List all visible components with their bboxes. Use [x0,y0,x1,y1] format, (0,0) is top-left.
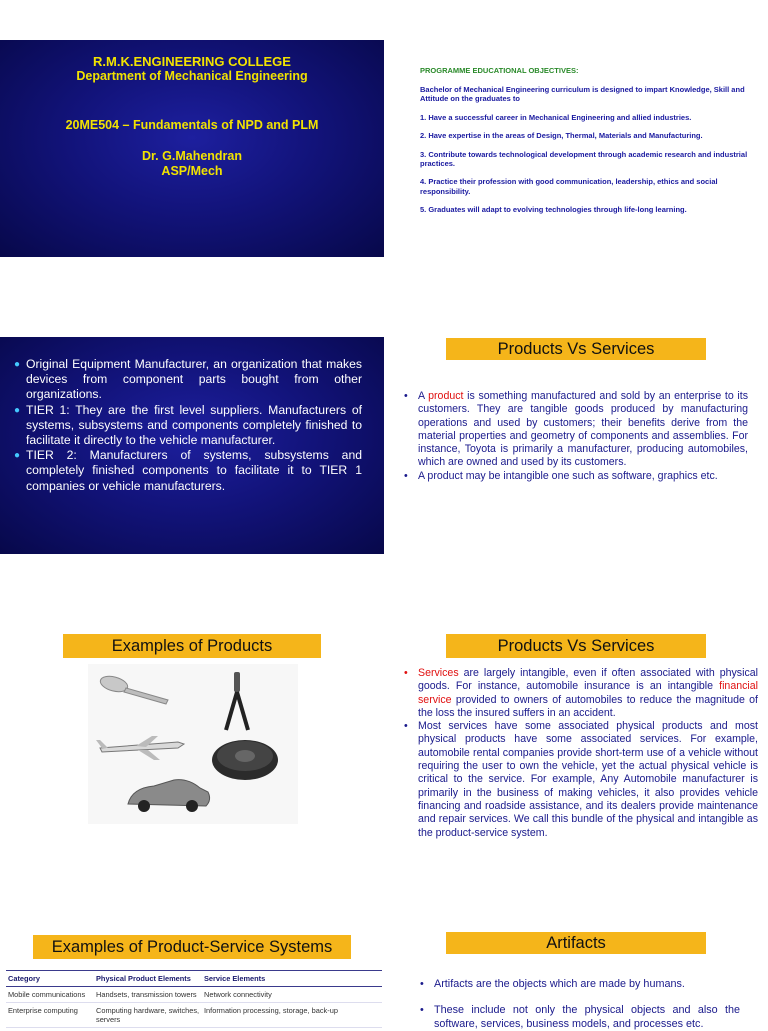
peo-slide [420,66,760,223]
pvs1-body [404,390,748,483]
pss-title: Examples of Product-Service Systems [33,935,351,959]
pvs1-title: Products Vs Services [446,338,706,360]
pvs2-title: Products Vs Services [446,634,706,658]
bullet-icon: ● [14,450,21,462]
peo-item: 2. Have expertise in the areas of Design, Thermal, Materials and Manufacturing. [420,131,703,141]
artifacts-body [420,978,740,1031]
tier-bullet: ● TIER 2: Manufacturers of systems, subsystems and completely finished components to facilitate it to TIER 1 companies or vehicle manufacturers. [14,448,362,493]
peo-item: 5. Graduates will adapt to evolving technologies through life-long learning. [420,205,687,214]
table-row: Mobile communications Handsets, transmission towers Network connectivity [6,987,382,1003]
title-slide [0,40,384,257]
peo-item: 4. Practice their profession with good communication, leadership, ethics and social responsibility. [420,177,718,196]
bullet-icon: ● [14,404,21,416]
spoon-icon [99,674,168,704]
author-designation: ASP/Mech [161,164,223,178]
artifacts-title: Artifacts [446,932,706,954]
product-images [88,664,298,824]
peo-heading: PROGRAMME EDUCATIONAL OBJECTIVES: [420,66,579,75]
pss-table [6,970,382,1028]
artifacts-bullet: • Artifacts are the objects which are made by humans. [420,978,685,990]
car-icon [128,780,210,812]
table-header: Category Physical Product Elements Service Elements [6,970,382,987]
pvs1-bullet: • A product may be intangible one such as software, graphics etc. [404,469,718,482]
peo-intro: Bachelor of Mechanical Engineering curriculum is designed to impart Knowledge, Skill and Attitude on the graduates to [420,85,745,104]
tier-slide [0,337,384,554]
pvs2-bullet: • Most services have some associated physical products and most physical products have some associated services. For example, automobile rental companies provide short-term use of a vehicle without requiring the user to own the vehicle, yet the actual physical vehicle is critical to the service. For example, Any Automobile manufacturer is primarily in the business of making vehicles, it also provides vehicle financing and roadside assistance, and its dealers provide maintenance and repair services. We call this bundle of the physical and intangible as the product-service system. [404,720,758,839]
course-title: 20ME504 – Fundamentals of NPD and PLM [65,118,319,132]
pvs2-bullet: • Services are largely intangible, even if often associated with physical goods. For instance, automobile insurance is an intangible financial service provided to owners of automobiles to reduce the magnitude of the loss the insured suffers in an accident. [404,667,758,719]
peo-item: 1. Have a successful career in Mechanical Engineering and allied industries. [420,112,692,122]
college-name: R.M.K.ENGINEERING COLLEGE [93,54,291,69]
table-row: Enterprise computing Computing hardware, switches, servers Information processing, storage, back-up [6,1003,382,1028]
peo-item: 3. Contribute towards technological development through academic research and industrial practices. [420,149,748,168]
bullet-icon: ● [14,359,21,370]
tier-bullet: ● TIER 1: They are the first level suppliers. Manufacturers of systems, subsystems and components completely finished to facilitate it directly to the vehicle manufacturer. [14,402,362,448]
examples-products-title: Examples of Products [63,634,321,658]
author-name: Dr. G.Mahendran [141,149,243,163]
department-name: Department of Mechanical Engineering [76,69,308,83]
airplane-icon [96,736,184,760]
electric-toothbrush-icon [226,672,248,730]
artifacts-bullet: • These include not only the physical objects and also the software, services, business models, and processes etc. [420,1004,740,1030]
tier-bullet: ● Original Equipment Manufacturer, an organization that makes devices from component parts bought from other organizations. [14,357,362,402]
robot-vacuum-icon [212,740,278,780]
pvs1-bullet: • A product is something manufactured and sold by an enterprise to its customers. They are tangible goods produced by manufacturing operations and used by customers; their benefits derive from the material properties and geometry of components and assemblies. For instance, Toyota is primarily a manufacturer, producing automobiles, which are owned and used by its customers. [404,390,748,469]
pvs2-body [404,667,758,840]
